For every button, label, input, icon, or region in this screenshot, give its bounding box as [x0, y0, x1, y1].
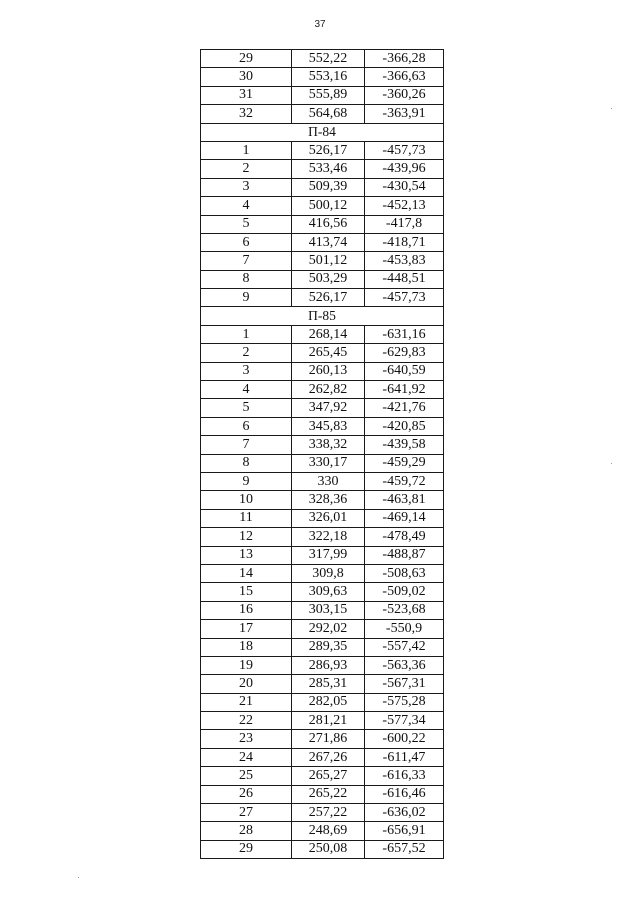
point-number-cell: 2 [201, 344, 292, 362]
y-coordinate-cell: -459,29 [365, 454, 444, 472]
y-coordinate-cell: -509,02 [365, 583, 444, 601]
table-row [201, 436, 444, 454]
x-coordinate-cell: 289,35 [292, 638, 365, 656]
x-coordinate-cell: 268,14 [292, 325, 365, 343]
table-row [201, 86, 444, 104]
point-number-cell: 20 [201, 675, 292, 693]
x-coordinate-cell: 250,08 [292, 840, 365, 858]
y-coordinate-cell: -439,58 [365, 436, 444, 454]
y-coordinate-cell: -616,33 [365, 767, 444, 785]
point-number-cell: 18 [201, 638, 292, 656]
y-coordinate-cell: -418,71 [365, 233, 444, 251]
point-number-cell: 9 [201, 472, 292, 490]
y-coordinate-cell: -417,8 [365, 215, 444, 233]
point-number-cell: 12 [201, 528, 292, 546]
y-coordinate-cell: -563,36 [365, 656, 444, 674]
y-coordinate-cell: -453,83 [365, 252, 444, 270]
x-coordinate-cell: 330 [292, 472, 365, 490]
point-number-cell: 8 [201, 454, 292, 472]
table-row [201, 564, 444, 582]
point-number-cell: 14 [201, 564, 292, 582]
point-number-cell: 5 [201, 215, 292, 233]
x-coordinate-cell: 248,69 [292, 822, 365, 840]
point-number-cell: 24 [201, 748, 292, 766]
table-row [201, 620, 444, 638]
table-row [201, 197, 444, 215]
table-row [201, 528, 444, 546]
table-row [201, 730, 444, 748]
x-coordinate-cell: 533,46 [292, 160, 365, 178]
x-coordinate-cell: 322,18 [292, 528, 365, 546]
y-coordinate-cell: -457,73 [365, 289, 444, 307]
table-row [201, 840, 444, 858]
y-coordinate-cell: -457,73 [365, 141, 444, 159]
y-coordinate-cell: -448,51 [365, 270, 444, 288]
y-coordinate-cell: -523,68 [365, 601, 444, 619]
point-number-cell: 4 [201, 381, 292, 399]
y-coordinate-cell: -550,9 [365, 620, 444, 638]
table-row [201, 546, 444, 564]
table-row [201, 454, 444, 472]
point-number-cell: 4 [201, 197, 292, 215]
point-number-cell: 23 [201, 730, 292, 748]
point-number-cell: 9 [201, 289, 292, 307]
x-coordinate-cell: 281,21 [292, 712, 365, 730]
table-row [201, 472, 444, 490]
table-row [201, 344, 444, 362]
table-row [201, 767, 444, 785]
point-number-cell: 22 [201, 712, 292, 730]
x-coordinate-cell: 328,36 [292, 491, 365, 509]
y-coordinate-cell: -636,02 [365, 804, 444, 822]
table-row [201, 289, 444, 307]
x-coordinate-cell: 265,27 [292, 767, 365, 785]
section-header-row [201, 307, 444, 325]
y-coordinate-cell: -611,47 [365, 748, 444, 766]
x-coordinate-cell: 509,39 [292, 178, 365, 196]
table-row [201, 50, 444, 68]
y-coordinate-cell: -360,26 [365, 86, 444, 104]
x-coordinate-cell: 265,22 [292, 785, 365, 803]
table-row [201, 270, 444, 288]
x-coordinate-cell: 303,15 [292, 601, 365, 619]
point-number-cell: 7 [201, 252, 292, 270]
x-coordinate-cell: 317,99 [292, 546, 365, 564]
table-row [201, 215, 444, 233]
x-coordinate-cell: 347,92 [292, 399, 365, 417]
x-coordinate-cell: 271,86 [292, 730, 365, 748]
point-number-cell: 1 [201, 141, 292, 159]
x-coordinate-cell: 552,22 [292, 50, 365, 68]
y-coordinate-cell: -366,63 [365, 68, 444, 86]
x-coordinate-cell: 501,12 [292, 252, 365, 270]
table-row [201, 748, 444, 766]
y-coordinate-cell: -657,52 [365, 840, 444, 858]
table-row [201, 785, 444, 803]
table-row [201, 68, 444, 86]
table-row [201, 141, 444, 159]
point-number-cell: 5 [201, 399, 292, 417]
x-coordinate-cell: 526,17 [292, 141, 365, 159]
x-coordinate-cell: 330,17 [292, 454, 365, 472]
y-coordinate-cell: -421,76 [365, 399, 444, 417]
x-coordinate-cell: 267,26 [292, 748, 365, 766]
point-number-cell: 31 [201, 86, 292, 104]
coordinates-table [200, 49, 444, 859]
scan-speck [611, 463, 612, 464]
point-number-cell: 30 [201, 68, 292, 86]
x-coordinate-cell: 526,17 [292, 289, 365, 307]
y-coordinate-cell: -616,46 [365, 785, 444, 803]
point-number-cell: 29 [201, 840, 292, 858]
x-coordinate-cell: 564,68 [292, 105, 365, 123]
table-row [201, 252, 444, 270]
point-number-cell: 29 [201, 50, 292, 68]
x-coordinate-cell: 326,01 [292, 509, 365, 527]
table-row [201, 381, 444, 399]
x-coordinate-cell: 553,16 [292, 68, 365, 86]
point-number-cell: 15 [201, 583, 292, 601]
x-coordinate-cell: 262,82 [292, 381, 365, 399]
y-coordinate-cell: -420,85 [365, 417, 444, 435]
table-row [201, 804, 444, 822]
y-coordinate-cell: -463,81 [365, 491, 444, 509]
table-row [201, 417, 444, 435]
table-row [201, 601, 444, 619]
scan-speck [611, 108, 612, 109]
point-number-cell: 19 [201, 656, 292, 674]
table-row [201, 362, 444, 380]
table-row [201, 105, 444, 123]
point-number-cell: 17 [201, 620, 292, 638]
table-row [201, 712, 444, 730]
x-coordinate-cell: 309,63 [292, 583, 365, 601]
page-number: 37 [314, 19, 326, 30]
y-coordinate-cell: -629,83 [365, 344, 444, 362]
section-label: П-85 [201, 307, 444, 325]
y-coordinate-cell: -452,13 [365, 197, 444, 215]
point-number-cell: 11 [201, 509, 292, 527]
point-number-cell: 10 [201, 491, 292, 509]
point-number-cell: 8 [201, 270, 292, 288]
y-coordinate-cell: -508,63 [365, 564, 444, 582]
y-coordinate-cell: -478,49 [365, 528, 444, 546]
point-number-cell: 21 [201, 693, 292, 711]
x-coordinate-cell: 413,74 [292, 233, 365, 251]
point-number-cell: 26 [201, 785, 292, 803]
y-coordinate-cell: -567,31 [365, 675, 444, 693]
y-coordinate-cell: -600,22 [365, 730, 444, 748]
x-coordinate-cell: 282,05 [292, 693, 365, 711]
section-label: П-84 [201, 123, 444, 141]
point-number-cell: 28 [201, 822, 292, 840]
point-number-cell: 3 [201, 362, 292, 380]
table-row [201, 675, 444, 693]
x-coordinate-cell: 309,8 [292, 564, 365, 582]
table-row [201, 656, 444, 674]
table-row [201, 638, 444, 656]
y-coordinate-cell: -430,54 [365, 178, 444, 196]
x-coordinate-cell: 285,31 [292, 675, 365, 693]
y-coordinate-cell: -656,91 [365, 822, 444, 840]
table-row [201, 399, 444, 417]
y-coordinate-cell: -557,42 [365, 638, 444, 656]
table-row [201, 160, 444, 178]
x-coordinate-cell: 338,32 [292, 436, 365, 454]
table-row [201, 822, 444, 840]
table-row [201, 178, 444, 196]
y-coordinate-cell: -631,16 [365, 325, 444, 343]
table-row [201, 491, 444, 509]
y-coordinate-cell: -575,28 [365, 693, 444, 711]
point-number-cell: 13 [201, 546, 292, 564]
table-row [201, 233, 444, 251]
point-number-cell: 1 [201, 325, 292, 343]
x-coordinate-cell: 260,13 [292, 362, 365, 380]
y-coordinate-cell: -439,96 [365, 160, 444, 178]
scan-speck [78, 877, 79, 878]
y-coordinate-cell: -577,34 [365, 712, 444, 730]
table-row [201, 325, 444, 343]
point-number-cell: 27 [201, 804, 292, 822]
x-coordinate-cell: 265,45 [292, 344, 365, 362]
point-number-cell: 6 [201, 233, 292, 251]
table-row [201, 583, 444, 601]
y-coordinate-cell: -469,14 [365, 509, 444, 527]
table-row [201, 509, 444, 527]
table-row [201, 693, 444, 711]
y-coordinate-cell: -488,87 [365, 546, 444, 564]
point-number-cell: 7 [201, 436, 292, 454]
coordinates-table-body [201, 50, 444, 859]
point-number-cell: 6 [201, 417, 292, 435]
section-header-row [201, 123, 444, 141]
point-number-cell: 32 [201, 105, 292, 123]
x-coordinate-cell: 416,56 [292, 215, 365, 233]
y-coordinate-cell: -640,59 [365, 362, 444, 380]
x-coordinate-cell: 292,02 [292, 620, 365, 638]
point-number-cell: 2 [201, 160, 292, 178]
point-number-cell: 16 [201, 601, 292, 619]
y-coordinate-cell: -459,72 [365, 472, 444, 490]
x-coordinate-cell: 500,12 [292, 197, 365, 215]
y-coordinate-cell: -366,28 [365, 50, 444, 68]
y-coordinate-cell: -641,92 [365, 381, 444, 399]
x-coordinate-cell: 345,83 [292, 417, 365, 435]
x-coordinate-cell: 555,89 [292, 86, 365, 104]
x-coordinate-cell: 257,22 [292, 804, 365, 822]
x-coordinate-cell: 503,29 [292, 270, 365, 288]
y-coordinate-cell: -363,91 [365, 105, 444, 123]
point-number-cell: 25 [201, 767, 292, 785]
x-coordinate-cell: 286,93 [292, 656, 365, 674]
point-number-cell: 3 [201, 178, 292, 196]
